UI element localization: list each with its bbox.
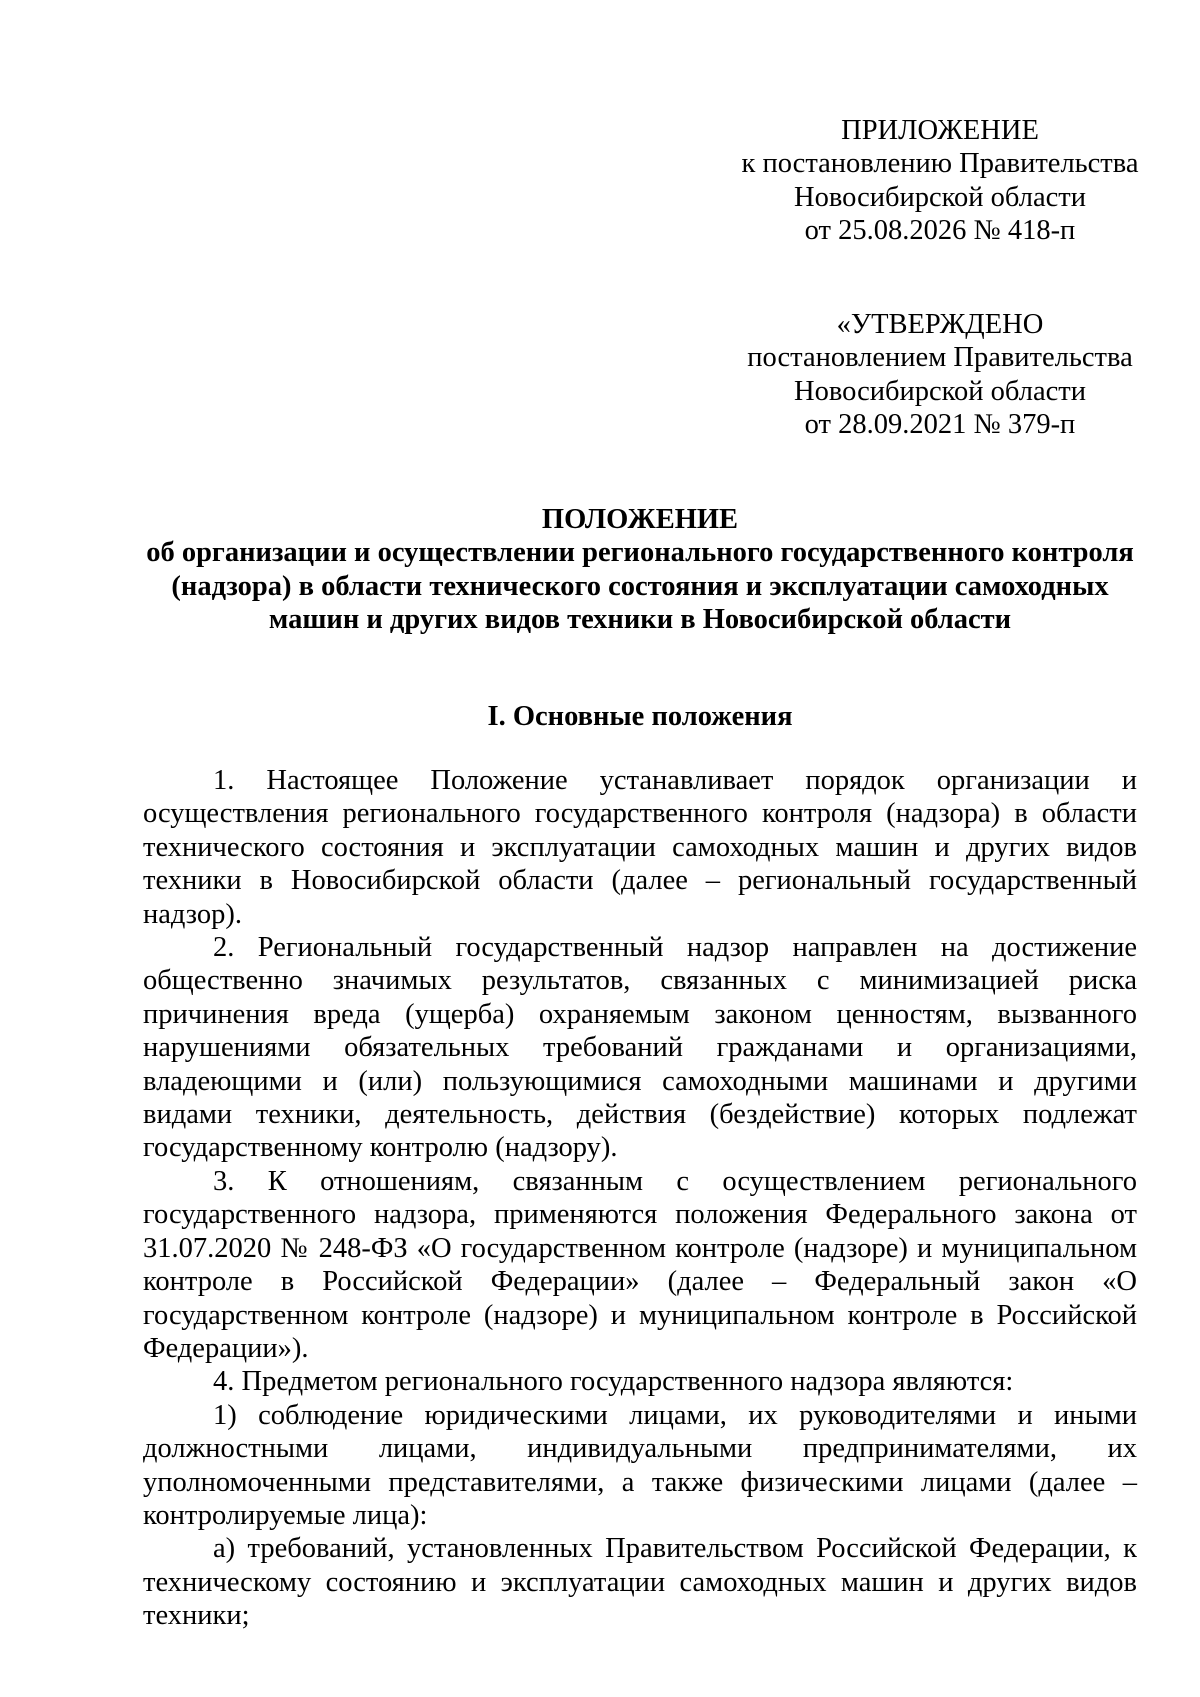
document-body: [143, 764, 1137, 1633]
paragraph-4-item-1-a: а) требований, установленных Правительством Российской Федерации, к техническому состоянию и эксплуатации самоходных машин и других видов техники;: [143, 1533, 1137, 1632]
approval-date-number: от 28.09.2021 № 379-п: [804, 409, 1076, 441]
attachment-region: Новосибирской области: [794, 181, 1086, 213]
attachment-block: [740, 114, 1140, 248]
paragraph-4-item-1: 1) соблюдение юридическими лицами, их руководителями и иными должностными лицами, индивидуальными предпринимателями, их уполномоченными представителями, а также физическими лицами (далее – контролируемые лица):: [143, 1399, 1137, 1531]
title-line: об организации и осуществлении регионального государственного контроля: [146, 537, 1134, 569]
section-heading: I. Основные положения: [487, 701, 793, 732]
paragraph-2: 2. Региональный государственный надзор направлен на достижение общественно значимых результатов, связанных с минимизацией риска причинения вреда (ущерба) охраняемым законом ценностям, вызванного нарушениями обязательных требований гражданами и организациями, владеющими и (или) пользующимися самоходными машинами и другими видами техники, деятельность, действия (бездействие) которых подлежат государственному контролю (надзору).: [143, 932, 1137, 1164]
approval-region: Новосибирской области: [794, 375, 1086, 407]
title-line: машин и других видов техники в Новосибирской области: [268, 604, 1012, 636]
paragraph-4: 4. Предметом регионального государственного надзора являются:: [213, 1366, 1014, 1398]
attachment-heading: ПРИЛОЖЕНИЕ: [841, 115, 1039, 146]
title-line: (надзора) в области технического состояния и эксплуатации самоходных: [171, 570, 1109, 602]
approval-block: [740, 308, 1140, 442]
paragraph-3: 3. К отношениям, связанным с осуществлением регионального государственного надзора, применяются положения Федерального закона от 31.07.2020 № 248-ФЗ «О государственном контроле (надзоре) и муниципальном контроле в Российской Федерации» (далее – Федеральный закон «О государственном контроле (надзоре) и муниципальном контроле в Российской Федерации»).: [143, 1165, 1137, 1364]
title-heading: ПОЛОЖЕНИЕ: [541, 504, 739, 535]
attachment-date-number: от 25.08.2026 № 418-п: [804, 215, 1076, 247]
approval-reference: постановлением Правительства: [747, 342, 1133, 374]
document-title: [140, 503, 1140, 637]
paragraph-1: 1. Настоящее Положение устанавливает порядок организации и осуществления регионального государственного контроля (надзора) в области технического состояния и эксплуатации самоходных машин и других видов техники в Новосибирской области (далее – региональный государственный надзор).: [143, 765, 1137, 930]
approval-heading: «УТВЕРЖДЕНО: [836, 309, 1044, 340]
attachment-reference: к постановлению Правительства: [741, 148, 1139, 180]
